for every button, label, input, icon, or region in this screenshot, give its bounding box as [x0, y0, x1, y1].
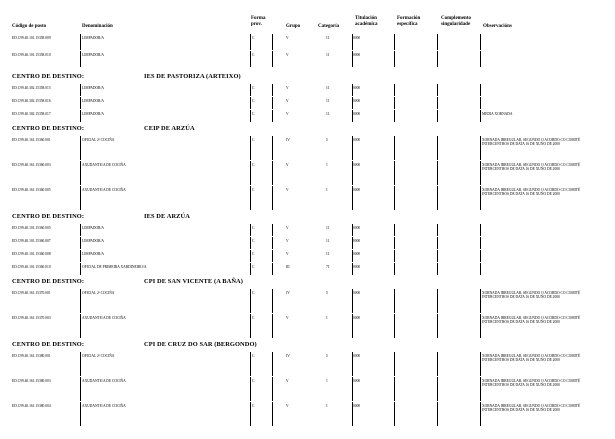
position-code: ED.C99.40.161.15360.001: [12, 138, 51, 142]
column-rule: [80, 314, 81, 338]
column-rule: [250, 186, 251, 210]
provision-form: C: [252, 354, 255, 358]
category-value: 1: [326, 163, 328, 167]
position-name: LIMPADOR/A: [82, 86, 105, 90]
position-code: ED.C99.40.161.15370.003: [12, 316, 51, 320]
qualification-code: 0000: [353, 291, 361, 295]
column-rule: [352, 51, 353, 67]
column-rule: [352, 224, 353, 236]
column-rule: [394, 51, 395, 67]
qualification-code: 0000: [353, 163, 361, 167]
provision-form: C: [252, 138, 255, 142]
column-rule: [480, 161, 481, 185]
column-rule: [437, 110, 438, 122]
column-rule: [480, 377, 481, 401]
header-formacion: Formación específica: [397, 16, 421, 27]
qualification-code: 0000: [353, 379, 361, 383]
column-rule: [250, 402, 251, 426]
column-rule: [352, 186, 353, 210]
provision-form: C: [252, 252, 255, 256]
header-categoria: Categoría: [318, 24, 340, 29]
destination-center-label: CENTRO DE DESTINO:: [12, 341, 85, 348]
provision-form: C: [252, 86, 255, 90]
header-forma: Forma prov.: [251, 16, 266, 27]
column-rule: [394, 186, 395, 210]
column-rule: [480, 136, 481, 160]
table-row: [0, 250, 615, 263]
qualification-code: 0000: [353, 53, 361, 57]
column-rule: [394, 224, 395, 236]
qualification-code: 0000: [353, 252, 361, 256]
column-rule: [80, 352, 81, 376]
column-rule: [250, 136, 251, 160]
column-rule: [80, 289, 81, 313]
observations-text: XORNADA IRREGULAR, SEGUNDO O ACORDO CO COMITÉ INTERCENTROS DE DATA 16 DE XUÑO DE 2000: [482, 138, 581, 147]
provision-form: C: [252, 239, 255, 243]
column-rule: [272, 224, 273, 236]
column-rule: [480, 51, 481, 67]
table-row: [0, 84, 615, 97]
column-rule: [352, 97, 353, 109]
column-rule: [272, 352, 273, 376]
group-value: V: [286, 53, 289, 57]
provision-form: C: [252, 265, 255, 269]
destination-center-heading: [0, 278, 615, 288]
column-rule: [250, 237, 251, 249]
table-row: [0, 263, 615, 276]
table-row: [0, 34, 615, 51]
header-complemento: Complemento singularidade: [441, 16, 471, 27]
column-rule: [480, 237, 481, 249]
column-rule: [394, 250, 395, 262]
provision-form: C: [252, 36, 255, 40]
group-value: IV: [286, 291, 290, 295]
position-name: LIMPADOR/A: [82, 36, 105, 40]
column-rule: [437, 51, 438, 67]
table-row: [0, 136, 615, 161]
category-value: 11: [326, 239, 330, 243]
observations-text: MEDIA XORNADA: [482, 112, 513, 116]
table-row: [0, 186, 615, 211]
provision-form: C: [252, 163, 255, 167]
group-value: V: [286, 316, 289, 320]
column-rule: [394, 402, 395, 426]
column-rule: [352, 136, 353, 160]
column-rule: [80, 186, 81, 210]
category-value: 11: [326, 36, 330, 40]
position-code: ED.C99.40.101.15360.008: [12, 252, 51, 256]
column-rule: [80, 51, 81, 67]
header-denominacion: Denominación: [82, 24, 113, 29]
column-rule: [250, 224, 251, 236]
column-rule: [394, 352, 395, 376]
column-rule: [394, 289, 395, 313]
group-value: V: [286, 188, 289, 192]
column-rule: [437, 377, 438, 401]
group-value: V: [286, 239, 289, 243]
header-observaciones: Observacións: [483, 24, 512, 29]
column-rule: [394, 377, 395, 401]
table-row: [0, 224, 615, 237]
position-code: ED.C99.40.101.15358.009: [12, 36, 51, 40]
provision-form: C: [252, 404, 255, 408]
column-rule: [250, 263, 251, 275]
column-rule: [394, 263, 395, 275]
table-row: [0, 402, 615, 427]
column-rule: [272, 51, 273, 67]
column-rule: [272, 402, 273, 426]
column-rule: [437, 289, 438, 313]
qualification-code: 0000: [353, 316, 361, 320]
observations-text: XORNADA IRREGULAR, SEGUNDO O ACORDO CO COMITÉ INTERCENTROS DE DATA 16 DE XUÑO DE 2000: [482, 163, 581, 172]
provision-form: C: [252, 226, 255, 230]
column-rule: [394, 110, 395, 122]
group-value: III: [286, 265, 290, 269]
column-rule: [250, 377, 251, 401]
position-code: ED.C99.40.101.15358.010: [12, 53, 51, 57]
observations-text: XORNADA IRREGULAR, SEGUNDO O ACORDO CO COMITÉ INTERCENTROS DE DATA 16 DE XUÑO DE 2000: [482, 379, 581, 388]
column-rule: [80, 224, 81, 236]
column-rule: [480, 352, 481, 376]
provision-form: C: [252, 316, 255, 320]
group-value: IV: [286, 138, 290, 142]
column-rule: [437, 186, 438, 210]
table-row: [0, 51, 615, 68]
column-rule: [352, 263, 353, 275]
column-rule: [272, 34, 273, 50]
column-rule: [250, 289, 251, 313]
column-rule: [272, 237, 273, 249]
category-value: 5: [326, 354, 328, 358]
column-rule: [250, 250, 251, 262]
column-rule: [272, 250, 273, 262]
position-name: LIMPADOR/A: [82, 53, 105, 57]
column-rule: [80, 402, 81, 426]
column-rule: [352, 377, 353, 401]
table-row: [0, 237, 615, 250]
column-rule: [480, 314, 481, 338]
column-rule: [352, 237, 353, 249]
provision-form: C: [252, 188, 255, 192]
position-name: LIMPADOR/A: [82, 112, 105, 116]
column-rule: [80, 161, 81, 185]
column-rule: [437, 402, 438, 426]
position-code: ED.C99.40.161.15360.003: [12, 163, 51, 167]
destination-center-label: CENTRO DE DESTINO:: [12, 125, 85, 132]
column-rule: [437, 136, 438, 160]
destination-center-name: IES DE PASTORIZA (ARTEIXO): [144, 73, 241, 80]
column-rule: [352, 402, 353, 426]
qualification-code: 0000: [353, 226, 361, 230]
column-rule: [480, 97, 481, 109]
column-rule: [80, 136, 81, 160]
observations-text: XORNADA IRREGULAR, SEGUNDO O ACORDO CO COMITÉ INTERCENTROS DE DATA 16 DE XUÑO DE 2000: [482, 316, 581, 325]
position-code: ED.C99.40.302.15358.017: [12, 112, 51, 116]
provision-form: C: [252, 53, 255, 57]
destination-center-label: CENTRO DE DESTINO:: [12, 278, 85, 285]
position-code: ED.C99.40.302.15358.016: [12, 99, 51, 103]
column-rule: [394, 34, 395, 50]
table-row: [0, 110, 615, 123]
position-code: ED.C99.40.161.15380.001: [12, 354, 51, 358]
group-value: V: [286, 252, 289, 256]
table-row: [0, 352, 615, 377]
column-rule: [480, 34, 481, 50]
qualification-code: 0000: [353, 112, 361, 116]
provision-form: C: [252, 99, 255, 103]
provision-form: C: [252, 379, 255, 383]
column-rule: [250, 161, 251, 185]
category-value: 11: [326, 112, 330, 116]
destination-center-heading: [0, 213, 615, 223]
category-value: 5: [326, 138, 328, 142]
column-rule: [272, 84, 273, 96]
group-value: V: [286, 112, 289, 116]
position-code: ED.C99.40.101.15360.007: [12, 239, 51, 243]
column-rule: [394, 84, 395, 96]
observations-text: XORNADA IRREGULAR, SEGUNDO O ACORDO CO COMITÉ INTERCENTROS DE DATA 16 DE XUÑO DE 2000: [482, 354, 581, 363]
column-rule: [352, 250, 353, 262]
qualification-code: 0000: [353, 86, 361, 90]
header-titulacion: Titulación académica: [355, 16, 378, 27]
group-value: V: [286, 36, 289, 40]
qualification-code: 0000: [353, 138, 361, 142]
column-rule: [437, 237, 438, 249]
provision-form: C: [252, 291, 255, 295]
column-rule: [352, 34, 353, 50]
column-rule: [272, 186, 273, 210]
group-value: V: [286, 163, 289, 167]
group-value: IV: [286, 354, 290, 358]
column-rule: [272, 110, 273, 122]
category-value: 1: [326, 404, 328, 408]
position-code: ED.C99.40.161.15380.004: [12, 404, 51, 408]
position-name: OFICIAL 2ª COCIÑA: [82, 354, 115, 358]
destination-center-name: IES DE ARZÚA: [144, 213, 190, 220]
position-name: AXUDANTE/A DE COCIÑA: [82, 404, 126, 408]
position-name: OFICIAL DE PRIMEIRA XARDINEIRO/A: [82, 265, 147, 269]
column-rule: [437, 97, 438, 109]
column-rule: [437, 314, 438, 338]
position-name: OFICIAL 2ª COCIÑA: [82, 138, 115, 142]
column-rule: [80, 84, 81, 96]
column-rule: [80, 250, 81, 262]
destination-center-name: CEIP DE ARZÚA: [144, 125, 195, 132]
column-rule: [80, 237, 81, 249]
category-value: 11: [326, 86, 330, 90]
group-value: V: [286, 379, 289, 383]
position-name: AXUDANTE/A DE COCIÑA: [82, 163, 126, 167]
destination-center-heading: [0, 73, 615, 83]
category-value: 11: [326, 252, 330, 256]
destination-center-heading: [0, 341, 615, 351]
column-rule: [437, 263, 438, 275]
position-name: LIMPADOR/A: [82, 252, 105, 256]
destination-center-name: CPI DE CRUZ DO SAR (BERGONDO): [144, 341, 257, 348]
column-rule: [272, 263, 273, 275]
column-rule: [250, 110, 251, 122]
position-code: ED.C99.40.161.15370.001: [12, 291, 51, 295]
header-codigo: Código de posto: [12, 24, 47, 29]
observations-text: XORNADA IRREGULAR, SEGUNDO O ACORDO CO COMITÉ INTERCENTROS DE DATA 16 DE XUÑO DE 2000: [482, 404, 581, 413]
group-value: V: [286, 99, 289, 103]
column-rule: [80, 110, 81, 122]
column-rule: [272, 377, 273, 401]
column-rule: [250, 84, 251, 96]
destination-center-heading: [0, 125, 615, 135]
column-rule: [352, 84, 353, 96]
column-rule: [352, 161, 353, 185]
column-rule: [394, 237, 395, 249]
group-value: V: [286, 86, 289, 90]
qualification-code: 0000: [353, 188, 361, 192]
position-name: AXUDANTE/A DE COCIÑA: [82, 316, 126, 320]
column-rule: [250, 314, 251, 338]
column-rule: [437, 84, 438, 96]
column-rule: [480, 224, 481, 236]
column-rule: [80, 377, 81, 401]
position-code: ED.C99.40.302.15358.015: [12, 86, 51, 90]
position-name: LIMPADOR/A: [82, 226, 105, 230]
header-grupo: Grupo: [286, 24, 301, 29]
qualification-code: 0000: [353, 36, 361, 40]
qualification-code: 0000: [353, 404, 361, 408]
observations-text: XORNADA IRREGULAR, SEGUNDO O ACORDO CO COMITÉ INTERCENTROS DE DATA 16 DE XUÑO DE 2000: [482, 188, 581, 197]
qualification-code: 0000: [353, 354, 361, 358]
observations-text: XORNADA IRREGULAR, SEGUNDO O ACORDO CO COMITÉ INTERCENTROS DE DATA 16 DE XUÑO DE 2000: [482, 291, 581, 300]
column-rule: [480, 402, 481, 426]
position-code: ED.C99.40.161.15380.003: [12, 379, 51, 383]
category-value: 1: [326, 316, 328, 320]
column-rule: [250, 352, 251, 376]
column-rule: [250, 97, 251, 109]
column-rule: [80, 97, 81, 109]
column-rule: [394, 97, 395, 109]
destination-center-label: CENTRO DE DESTINO:: [12, 213, 85, 220]
category-value: 5: [326, 291, 328, 295]
column-rule: [80, 34, 81, 50]
destination-center-label: CENTRO DE DESTINO:: [12, 73, 85, 80]
table-row: [0, 314, 615, 339]
provision-form: C: [252, 112, 255, 116]
destination-center-name: CPI DE SAN VICENTE (A BAÑA): [144, 278, 243, 285]
position-name: AXUDANTE/A DE COCIÑA: [82, 188, 126, 192]
column-rule: [272, 97, 273, 109]
column-rule: [352, 289, 353, 313]
column-rule: [272, 314, 273, 338]
column-rule: [272, 161, 273, 185]
column-rule: [437, 250, 438, 262]
column-rule: [480, 186, 481, 210]
qualification-code: 0000: [353, 99, 361, 103]
position-code: ED.C99.40.161.15360.005: [12, 188, 51, 192]
column-rule: [480, 289, 481, 313]
column-rule: [80, 263, 81, 275]
category-value: 11: [326, 226, 330, 230]
position-name: OFICIAL 2ª COCIÑA: [82, 291, 115, 295]
table-row: [0, 377, 615, 402]
column-rule: [480, 84, 481, 96]
column-rule: [250, 51, 251, 67]
column-rule: [437, 34, 438, 50]
column-rule: [437, 352, 438, 376]
category-value: 1: [326, 379, 328, 383]
table-row: [0, 97, 615, 110]
column-rule: [480, 263, 481, 275]
position-code: ED.C99.40.101.15360.010: [12, 265, 51, 269]
category-value: 71: [326, 265, 330, 269]
column-rule: [394, 161, 395, 185]
column-rule: [250, 34, 251, 50]
category-value: 1: [326, 188, 328, 192]
column-rule: [437, 224, 438, 236]
column-rule: [394, 314, 395, 338]
table-row: [0, 289, 615, 314]
column-rule: [272, 289, 273, 313]
group-value: V: [286, 226, 289, 230]
qualification-code: 0000: [353, 265, 361, 269]
category-value: 11: [326, 99, 330, 103]
column-rule: [480, 110, 481, 122]
column-rule: [352, 314, 353, 338]
position-name: AXUDANTE/A DE COCIÑA: [82, 379, 126, 383]
column-rule: [437, 161, 438, 185]
column-rule: [394, 136, 395, 160]
table-row: [0, 161, 615, 186]
position-name: LIMPADOR/A: [82, 239, 105, 243]
column-rule: [480, 250, 481, 262]
column-rule: [352, 352, 353, 376]
column-rule: [352, 110, 353, 122]
qualification-code: 0000: [353, 239, 361, 243]
position-code: ED.C99.40.101.15360.005: [12, 226, 51, 230]
column-rule: [272, 136, 273, 160]
category-value: 11: [326, 53, 330, 57]
group-value: V: [286, 404, 289, 408]
position-name: LIMPADOR/A: [82, 99, 105, 103]
